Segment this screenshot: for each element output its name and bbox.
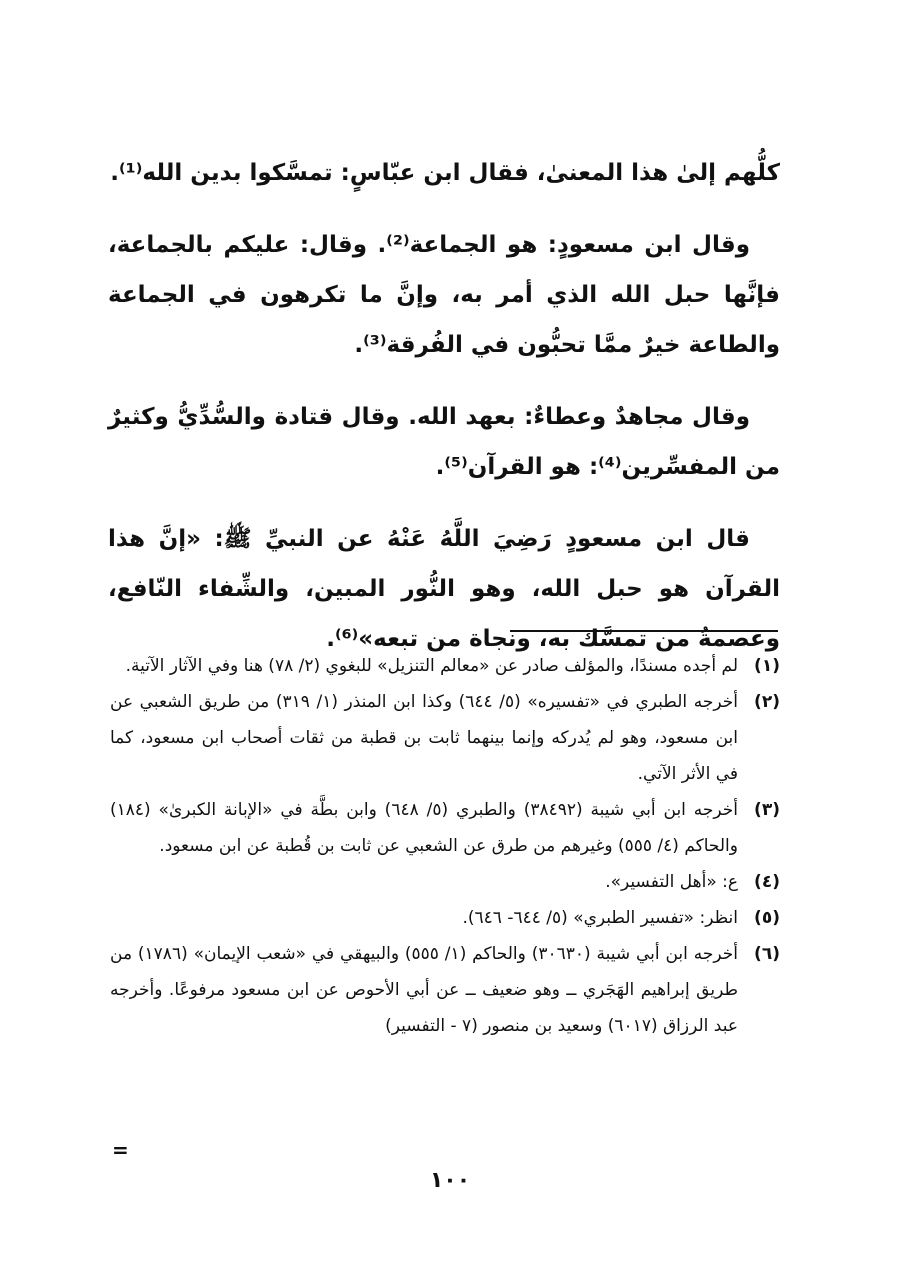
paragraph-4: قال ابن مسعودٍ رَضِيَ اللَّهُ عَنْهُ عن النبيِّ ﷺ: «إنَّ هذا القرآن هو حبل الله، وهو النُّور المبين، والشِّفاء النّافع، وعصمةُ من تمسَّك به، ونجاة من تبعه»⁽⁶⁾.: [108, 526, 780, 652]
paragraph-1: كلُّهم إلىٰ هذا المعنىٰ، فقال ابن عبّاسٍ: تمسَّكوا بدين الله⁽¹⁾.: [110, 160, 780, 186]
footnote-6: [110, 936, 780, 1044]
footnote-text: أخرجه ابن أبي شيبة (٣٠٦٣٠) والحاكم (١/ ٥٥٥) والبيهقي في «شعب الإيمان» (١٧٨٦) من طريق إبراهيم الهَجَري ــ وهو ضعيف ــ عن أبي الأحوص عن ابن مسعود مرفوعًا. وأخرجه عبد الرزاق (٦٠١٧) وسعيد بن منصور (٧ - التفسير): [110, 944, 738, 1036]
paragraph-3: وقال مجاهدٌ وعطاءٌ: بعهد الله. وقال قتادة والسُّدِّيُّ وكثيرٌ من المفسِّرين⁽⁴⁾: هو القرآن⁽⁵⁾.: [108, 404, 780, 480]
footnote-4: [110, 864, 780, 900]
footnote-number: (٣): [754, 800, 780, 820]
footnote-2: [110, 684, 780, 792]
footnote-number: (٢): [754, 692, 780, 712]
page-number: ١٠٠: [429, 1168, 471, 1193]
footnote-number: (٦): [754, 944, 780, 964]
main-text: [108, 148, 780, 686]
footnote-text: ع: «أهل التفسير».: [605, 872, 738, 892]
footnote-text: أخرجه ابن أبي شيبة (٣٨٤٩٢) والطبري (٥/ ٦٤٨) وابن بطَّة في «الإبانة الكبرىٰ» (١٨٤) والحاكم (٤/ ٥٥٥) وغيرهم من طرق عن الشعبي عن ثابت بن قُطبة عن ابن مسعود.: [110, 800, 739, 856]
footnote-number: (٤): [754, 872, 780, 892]
paragraph-2: وقال ابن مسعودٍ: هو الجماعة⁽²⁾. وقال: عليكم بالجماعة، فإنَّها حبل الله الذي أمر به، وإنَّ ما تكرهون في الجماعة والطاعة خيرٌ ممَّا تحبُّون في الفُرقة⁽³⁾.: [108, 232, 780, 358]
footnote-1: [110, 648, 780, 684]
footnote-3: [110, 792, 780, 864]
footnote-5: [110, 900, 780, 936]
footnote-number: (١): [754, 656, 780, 676]
footnote-number: (٥): [754, 908, 780, 928]
footnote-text: لم أجده مسندًا، والمؤلف صادر عن «معالم التنزيل» للبغوي (٢/ ٧٨) هنا وفي الآثار الآتية.: [125, 656, 738, 676]
footnote-text: أخرجه الطبري في «تفسيره» (٥/ ٦٤٤) وكذا ابن المنذر (١/ ٣١٩) من طريق الشعبي عن ابن مسعود، وهو لم يُدركه وإنما بينهما ثابت بن قطبة من ثقات أصحاب ابن مسعود، كما في الأثر الآتي.: [110, 692, 738, 784]
continuation-mark: =: [112, 1138, 129, 1162]
footnote-text: انظر: «تفسير الطبري» (٥/ ٦٤٤- ٦٤٦).: [462, 908, 738, 928]
footnote-separator: [510, 630, 778, 632]
footnotes: [110, 648, 780, 1044]
